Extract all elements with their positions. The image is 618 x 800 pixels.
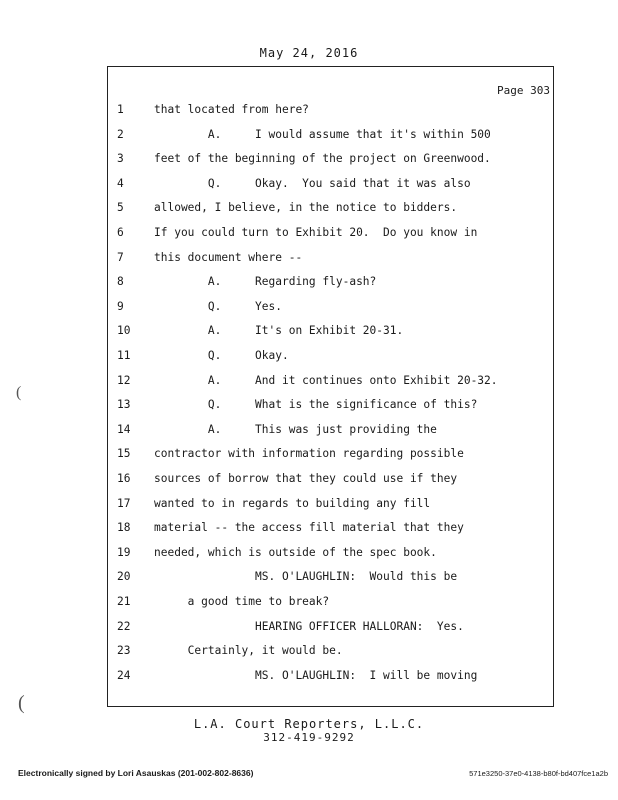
transcript-line <box>0 398 618 418</box>
line-number: 22 <box>117 619 131 633</box>
transcript-line <box>0 472 618 492</box>
line-number: 14 <box>117 422 131 436</box>
line-text: allowed, I believe, in the notice to bidders. <box>154 201 458 215</box>
line-text: MS. O'LAUGHLIN: Would this be <box>154 570 458 584</box>
margin-mark: ( <box>16 384 22 401</box>
line-text: material -- the access fill material that they <box>154 521 464 535</box>
line-number: 5 <box>117 201 124 215</box>
reporter-phone: 312-419-9292 <box>263 731 355 744</box>
transcript-line <box>0 201 618 221</box>
line-text: MS. O'LAUGHLIN: I will be moving <box>154 668 478 682</box>
line-number: 4 <box>117 176 124 190</box>
transcript-line <box>0 226 618 246</box>
line-number: 20 <box>117 570 131 584</box>
transcript-line <box>0 349 618 369</box>
transcript-line <box>0 423 618 443</box>
line-text: Q. Yes. <box>154 299 282 313</box>
line-text: A. I would assume that it's within 500 <box>154 127 491 141</box>
page-number: Page 303 <box>497 84 550 97</box>
line-text: sources of borrow that they could use if they <box>154 472 458 485</box>
line-number: 3 <box>117 152 124 166</box>
transcript-line <box>0 300 618 320</box>
transcript-line <box>0 447 618 467</box>
line-number: 1 <box>117 103 124 116</box>
line-text: feet of the beginning of the project on Greenwood. <box>154 152 491 166</box>
transcript-line <box>0 128 618 148</box>
line-text: A. It's on Exhibit 20-31. <box>154 324 404 338</box>
line-number: 13 <box>117 398 131 412</box>
line-number: 6 <box>117 226 124 239</box>
line-number: 15 <box>117 447 131 461</box>
transcript-line <box>0 669 618 689</box>
transcript-line <box>0 152 618 172</box>
line-text: contractor with information regarding possible <box>154 447 464 461</box>
line-number: 8 <box>117 275 124 289</box>
line-number: 9 <box>117 299 124 313</box>
line-number: 24 <box>117 668 131 682</box>
line-number: 7 <box>117 250 124 264</box>
transcript-line <box>0 177 618 197</box>
line-text: Q. Okay. You said that it was also <box>154 176 471 190</box>
transcript-line <box>0 595 618 615</box>
transcript-line <box>0 521 618 541</box>
line-text: HEARING OFFICER HALLORAN: Yes. <box>154 619 464 633</box>
reporter-company: L.A. Court Reporters, L.L.C. <box>193 717 425 731</box>
line-number: 2 <box>117 127 124 141</box>
line-number: 12 <box>117 373 131 387</box>
line-number: 19 <box>117 545 131 559</box>
line-number: 17 <box>117 496 131 510</box>
line-text: Q. Okay. <box>154 349 289 362</box>
transcript-line <box>0 324 618 344</box>
line-text: Certainly, it would be. <box>154 644 343 658</box>
line-text: needed, which is outside of the spec book. <box>154 545 437 559</box>
margin-mark: ( <box>18 692 25 714</box>
line-number: 18 <box>117 521 131 535</box>
transcript-line <box>0 620 618 640</box>
transcript-line <box>0 251 618 271</box>
line-text: wanted to in regards to building any fill <box>154 496 431 510</box>
line-text: this document where -- <box>154 250 303 264</box>
line-text: that located from here? <box>154 103 309 116</box>
transcript-date: May 24, 2016 <box>259 46 359 60</box>
transcript-line <box>0 275 618 295</box>
document-id: 571e3250-37e0-4138-b80f-bd407fce1a2b <box>469 769 608 778</box>
transcript-line <box>0 570 618 590</box>
line-text: If you could turn to Exhibit 20. Do you know in <box>154 226 478 239</box>
line-number: 11 <box>117 349 131 362</box>
transcript-line <box>0 374 618 394</box>
transcript-line <box>0 497 618 517</box>
line-text: A. And it continues onto Exhibit 20-32. <box>154 373 498 387</box>
electronic-signature: Electronically signed by Lori Asauskas (201-002-802-8636) <box>18 768 254 778</box>
line-number: 21 <box>117 595 131 608</box>
line-text: a good time to break? <box>154 595 330 608</box>
transcript-line <box>0 103 618 123</box>
line-text: A. Regarding fly-ash? <box>154 275 377 289</box>
transcript-line <box>0 644 618 664</box>
line-text: Q. What is the significance of this? <box>154 398 478 412</box>
line-text: A. This was just providing the <box>154 422 437 436</box>
line-number: 23 <box>117 644 131 658</box>
line-number: 16 <box>117 472 131 485</box>
line-number: 10 <box>117 324 131 338</box>
transcript-line <box>0 546 618 566</box>
